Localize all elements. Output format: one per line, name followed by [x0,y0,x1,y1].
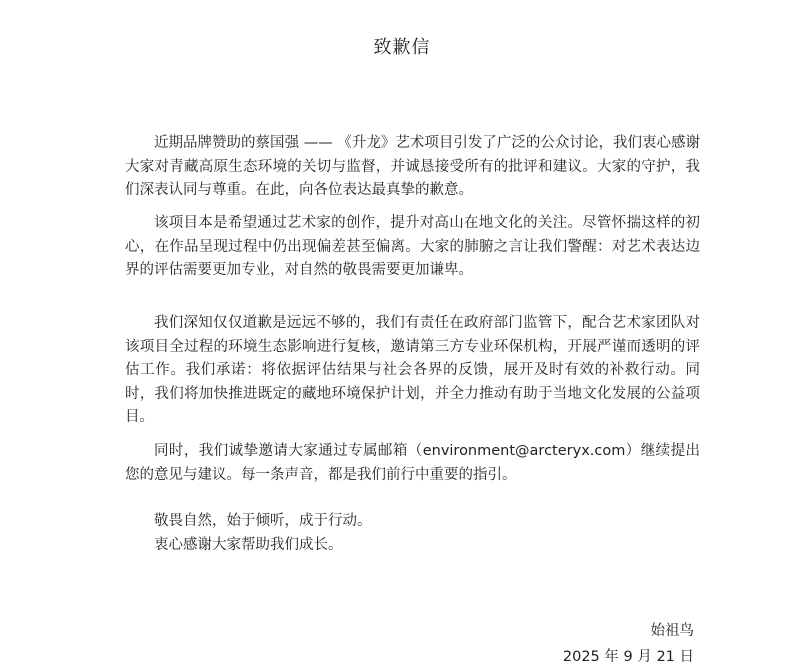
closing-block [125,510,700,557]
paragraph-4: 同时，我们诚挚邀请大家通过专属邮箱（environment@arcteryx.com）继续提出您的意见与建议。每一条声音，都是我们前行中重要的指引。 [125,443,700,483]
paragraph-1: 近期品牌赞助的蔡国强 —— 《升龙》艺术项目引发了广泛的公众讨论，我们衷心感谢大家对青藏高原生态环境的关切与监督，并诚恳接受所有的批评和建议。大家的守护，我们深表认同与尊重。在此，向各位表达最真挚的歉意。 [125,135,700,198]
closing-line-2: 衷心感谢大家帮助我们成长。 [154,536,343,553]
letter-title: 致歉信 [373,37,431,58]
paragraph-2: 该项目本是希望通过艺术家的创作，提升对高山在地文化的关注。尽管怀揣这样的初心，在作品呈现过程中仍出现偏差甚至偏离。大家的肺腑之言让我们警醒：对艺术表达边界的评估需要更加专业，对自然的敬畏需要更加谦卑。 [125,215,700,278]
closing-line-1: 敬畏自然，始于倾听，成于行动。 [154,513,372,529]
paragraph-3: 我们深知仅仅道歉是远远不够的，我们有责任在政府部门监管下，配合艺术家团队对该项目全过程的环境生态影响进行复核，邀请第三方专业环保机构，开展严谨而透明的评估工作。我们承诺：将依据评估结果与社会各界的反馈，展开及时有效的补救行动。同时，我们将加快推进既定的藏地环境保护计划，并全力推动有助于当地文化发展的公益项目。 [125,315,700,425]
letter-date: 2025 年 9 月 21 日 [562,649,694,665]
signature: 始祖鸟 [650,623,694,639]
